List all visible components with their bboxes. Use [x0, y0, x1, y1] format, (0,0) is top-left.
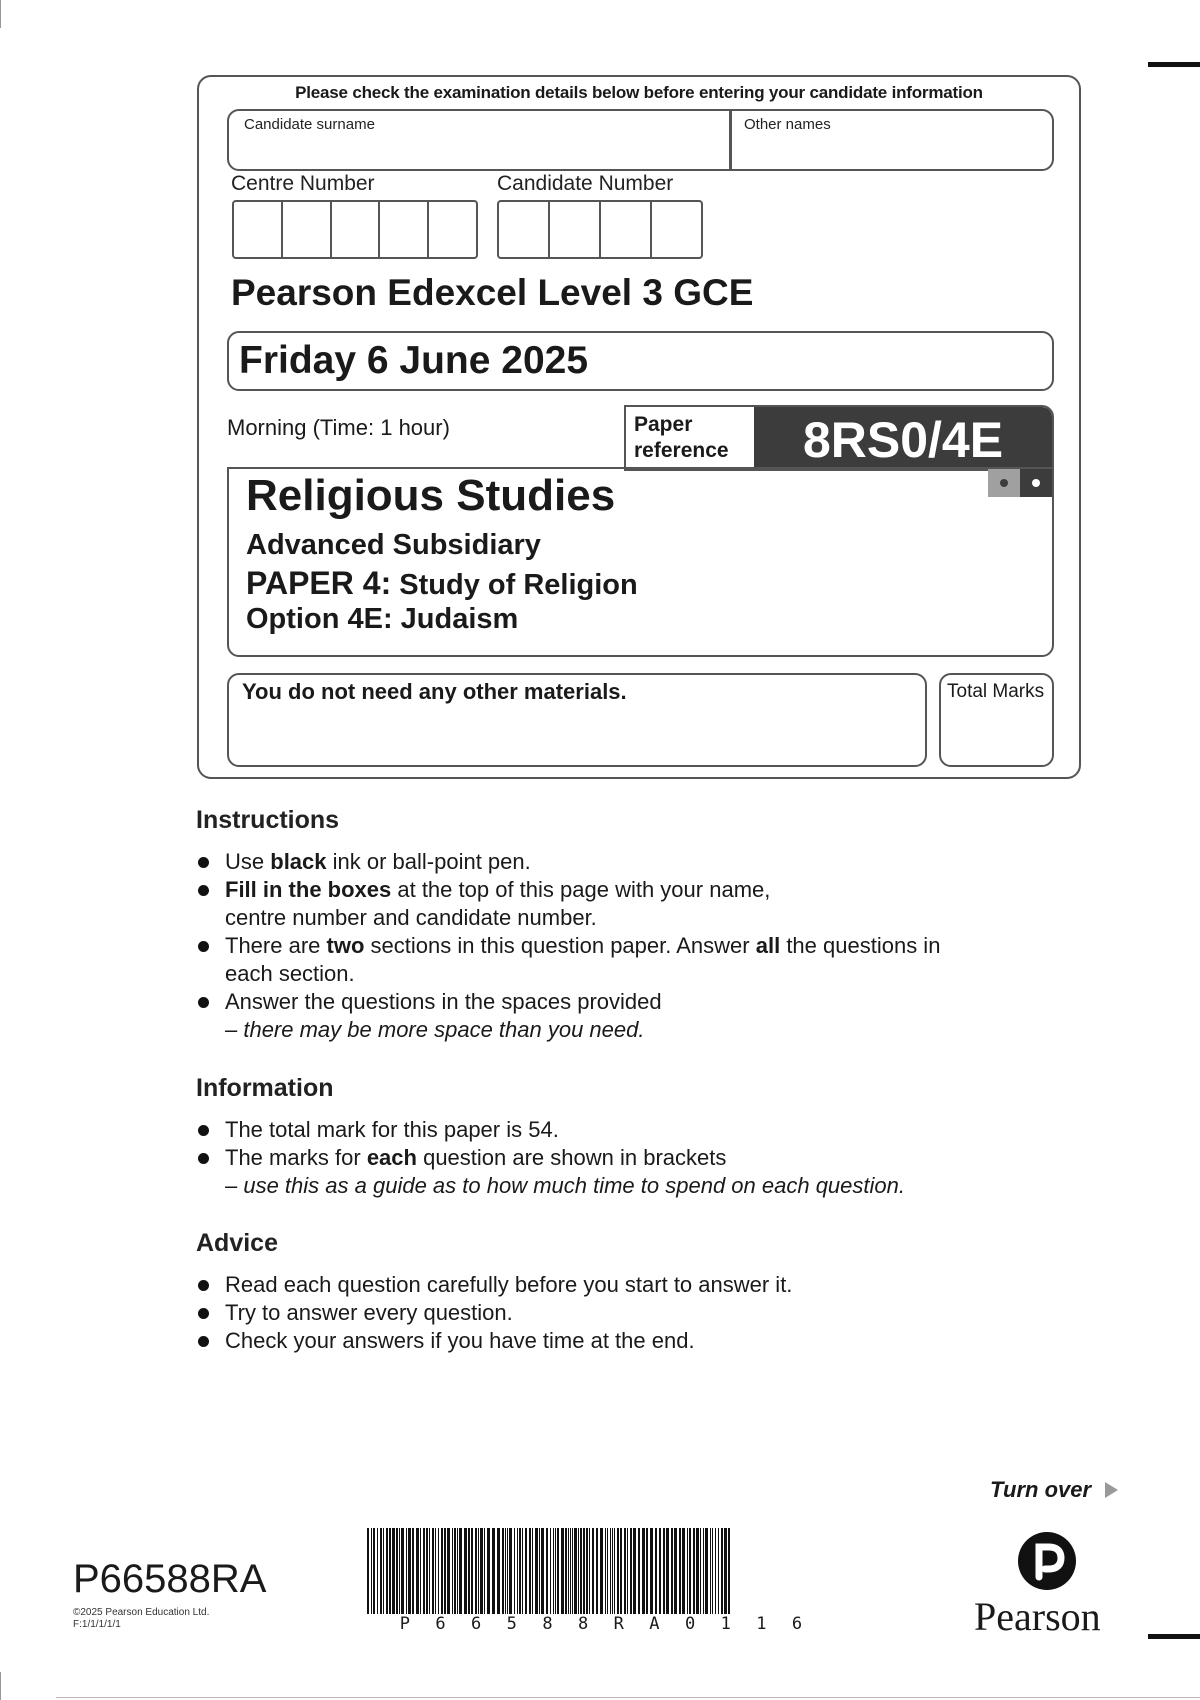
barcode-bar	[396, 1528, 398, 1614]
exam-date-box	[227, 331, 1054, 391]
copyright-line: ©2025 Pearson Education Ltd.	[73, 1607, 210, 1618]
barcode-bar	[687, 1528, 688, 1614]
text: the questions in	[780, 933, 941, 958]
barcode-bar	[416, 1528, 419, 1614]
barcode-bar	[517, 1528, 518, 1614]
paper-title	[246, 565, 638, 602]
barcode-bar	[447, 1528, 450, 1614]
paper-code: P66588RA	[73, 1557, 267, 1601]
paper-reference-box	[624, 405, 1054, 471]
text: There are	[225, 933, 327, 958]
copyright	[73, 1607, 209, 1631]
paper-reference-label-line2: reference	[634, 439, 729, 462]
barcode-bar	[674, 1528, 677, 1614]
barcode-bar	[705, 1528, 708, 1614]
text: question are shown in brackets	[416, 1145, 727, 1170]
barcode-bar	[592, 1528, 594, 1614]
text: Try to answer every question.	[225, 1300, 513, 1325]
barcode-bar	[572, 1528, 573, 1614]
text-bold: Fill in the boxes	[225, 877, 392, 902]
barcode-bar	[700, 1528, 701, 1614]
subject-box	[227, 467, 1054, 657]
digit-box[interactable]	[550, 202, 601, 257]
barcode-bar	[624, 1528, 626, 1614]
barcode-char: 6	[791, 1614, 803, 1634]
materials-note: You do not need any other materials.	[242, 679, 627, 704]
barcode-bar	[666, 1528, 669, 1614]
barcode-bar	[565, 1528, 567, 1614]
barcode-char: A	[649, 1614, 660, 1634]
list-item	[196, 1144, 905, 1200]
information-list	[196, 1116, 905, 1200]
barcode-bar	[612, 1528, 613, 1614]
barcode-bar	[412, 1528, 414, 1614]
marker-tab-dark	[1020, 469, 1052, 497]
barcode-bar	[600, 1528, 603, 1614]
list-item	[196, 988, 940, 1044]
list-item	[196, 932, 940, 988]
barcode-bar	[718, 1528, 719, 1614]
barcode-bar	[589, 1528, 590, 1614]
barcode-bar	[568, 1528, 569, 1614]
total-marks-box[interactable]	[939, 673, 1054, 767]
barcode-bar	[492, 1528, 495, 1614]
barcode-bar	[502, 1528, 504, 1614]
barcode-bar	[401, 1528, 404, 1614]
barcode-char: 8	[542, 1614, 553, 1634]
barcode-bar	[633, 1528, 636, 1614]
exam-date: Friday 6 June 2025	[239, 339, 589, 382]
barcode-text	[367, 1614, 835, 1634]
text: The total mark for this paper is 54.	[225, 1117, 559, 1142]
barcode-bar	[561, 1528, 564, 1614]
other-names-field[interactable]: Other names	[744, 116, 831, 133]
list-item	[196, 1116, 905, 1144]
text: at the top of this page with your name,	[391, 877, 771, 902]
barcode-bar	[529, 1528, 531, 1614]
barcode-bar	[620, 1528, 622, 1614]
name-divider	[729, 111, 732, 169]
barcode-bar	[638, 1528, 640, 1614]
barcode-bar	[646, 1528, 648, 1614]
barcode-bar	[484, 1528, 485, 1614]
barcode-bar	[580, 1528, 582, 1614]
barcode-bar	[497, 1528, 500, 1614]
barcode-bar	[578, 1528, 579, 1614]
barcode-bar	[689, 1528, 691, 1614]
barcode-bar	[435, 1528, 436, 1614]
barcode-bar	[642, 1528, 645, 1614]
crop-mark-top-left	[0, 0, 21, 28]
barcode-bar	[380, 1528, 382, 1614]
barcode-char: P	[399, 1614, 410, 1634]
registration-mark-top-right	[1148, 62, 1200, 67]
barcode-bar	[541, 1528, 544, 1614]
text-bold: black	[270, 849, 327, 874]
barcode-bar	[406, 1528, 407, 1614]
centre-number-boxes[interactable]	[232, 200, 478, 259]
exam-session: Morning (Time: 1 hour)	[227, 415, 450, 440]
barcode-bar	[610, 1528, 611, 1614]
marker-tabs	[988, 469, 1052, 497]
advice-list	[196, 1271, 792, 1355]
barcode-bar	[377, 1528, 378, 1614]
barcode-bar	[703, 1528, 704, 1614]
barcode-bar	[682, 1528, 685, 1614]
text-bold: two	[326, 933, 365, 958]
barcode-bar	[509, 1528, 512, 1614]
text-bold: all	[755, 933, 781, 958]
barcode-bar	[553, 1528, 554, 1614]
pearson-logo-text: Pearson	[974, 1594, 1101, 1639]
information-heading: Information	[196, 1074, 334, 1102]
barcode-bar	[392, 1528, 395, 1614]
candidate-number-label: Candidate Number	[497, 172, 674, 195]
barcode-bar	[586, 1528, 588, 1614]
barcode-bar	[373, 1528, 375, 1614]
barcode-bar	[468, 1528, 470, 1614]
marker-tab-light	[988, 469, 1020, 497]
barcode-bar	[715, 1528, 716, 1614]
barcode-bar	[420, 1528, 421, 1614]
barcode-bar	[659, 1528, 661, 1614]
barcode-bar	[519, 1528, 521, 1614]
barcode-bar	[389, 1528, 391, 1614]
barcode-bar	[607, 1528, 608, 1614]
turn-over-arrow-icon	[1105, 1482, 1118, 1498]
barcode-bar	[367, 1528, 369, 1614]
paper-reference-label	[634, 412, 729, 464]
barcode-bar	[557, 1528, 559, 1614]
barcode-bar	[480, 1528, 483, 1614]
digit-box[interactable]	[380, 202, 429, 257]
barcode-bar	[574, 1528, 577, 1614]
check-details-note: Please check the examination details below before entering your candidate information	[295, 83, 983, 102]
subject-title: Religious Studies	[246, 471, 616, 520]
bottom-rule	[56, 1697, 1200, 1698]
list-item	[196, 1327, 792, 1355]
barcode-bar	[464, 1528, 467, 1614]
barcode-bar	[555, 1528, 556, 1614]
barcode-bar	[478, 1528, 479, 1614]
barcode-bar	[605, 1528, 606, 1614]
barcode-bar	[630, 1528, 632, 1614]
barcode-bar	[614, 1528, 615, 1614]
barcode-char: 6	[471, 1614, 482, 1634]
centre-number-label: Centre Number	[231, 172, 375, 195]
text: Use	[225, 849, 271, 874]
barcode-bar	[539, 1528, 540, 1614]
barcode-bar	[423, 1528, 425, 1614]
barcode-bar	[426, 1528, 428, 1614]
barcode-bar	[650, 1528, 653, 1614]
barcode-bar	[663, 1528, 665, 1614]
barcode-bar	[728, 1528, 730, 1614]
barcode-bar	[522, 1528, 523, 1614]
barcode-bar	[532, 1528, 533, 1614]
barcode-bar	[371, 1528, 372, 1614]
barcode-bar	[712, 1528, 713, 1614]
barcode-bar	[438, 1528, 439, 1614]
list-item	[196, 848, 940, 876]
barcode-bar	[570, 1528, 571, 1614]
barcode-bar	[617, 1528, 619, 1614]
barcode-bar	[525, 1528, 527, 1614]
text-continued: each section.	[225, 961, 355, 986]
barcode-bar	[432, 1528, 434, 1614]
barcode-bar	[487, 1528, 490, 1614]
barcode-char: 0	[684, 1614, 696, 1634]
materials-box	[227, 673, 927, 767]
barcode-char: R	[613, 1614, 624, 1634]
digit-box[interactable]	[332, 202, 381, 257]
digit-box[interactable]	[283, 202, 332, 257]
name-box	[227, 109, 1054, 171]
barcode-bar	[452, 1528, 453, 1614]
total-marks-label: Total Marks	[947, 681, 1045, 702]
paper-reference-label-line1: Paper	[634, 413, 693, 436]
barcode-bar	[546, 1528, 548, 1614]
barcode-bar	[459, 1528, 462, 1614]
digit-box[interactable]	[429, 202, 476, 257]
digit-box[interactable]	[652, 202, 701, 257]
text-continued: – there may be more space than you need.	[225, 1017, 645, 1042]
list-item	[196, 1299, 792, 1327]
instructions-heading: Instructions	[196, 806, 340, 834]
list-item	[196, 876, 940, 932]
barcode-char: 1	[720, 1614, 731, 1634]
barcode-bar	[383, 1528, 384, 1614]
text: Check your answers if you have time at the end.	[225, 1328, 695, 1353]
barcode-bar	[514, 1528, 515, 1614]
barcode-bar	[457, 1528, 458, 1614]
text: ink or ball-point pen.	[326, 849, 531, 874]
barcode-bar	[535, 1528, 538, 1614]
list-item	[196, 1271, 792, 1299]
barcode-bar	[671, 1528, 673, 1614]
barcode-bar	[441, 1528, 443, 1614]
barcode-bar	[550, 1528, 551, 1614]
advice-heading: Advice	[196, 1229, 278, 1257]
barcode-bar	[399, 1528, 400, 1614]
barcode-bar	[655, 1528, 657, 1614]
barcode-bar	[596, 1528, 598, 1614]
barcode-bar	[710, 1528, 711, 1614]
text: The marks for	[225, 1145, 367, 1170]
barcode-char: 1	[756, 1614, 767, 1634]
paper-prefix: PAPER 4:	[246, 565, 392, 601]
text-bold: each	[366, 1145, 417, 1170]
copyright-code: F:1/1/1/1/1	[73, 1619, 121, 1630]
candidate-surname-field[interactable]: Candidate surname	[244, 116, 375, 133]
barcode-bar	[505, 1528, 506, 1614]
text: sections in this question paper. Answer	[364, 933, 756, 958]
barcode-bar	[444, 1528, 446, 1614]
text: Answer the questions in the spaces provided	[225, 989, 662, 1014]
subject-level: Advanced Subsidiary	[246, 529, 541, 561]
barcode-bar	[408, 1528, 411, 1614]
barcode-bar	[693, 1528, 695, 1614]
instructions-list	[196, 848, 940, 1044]
text: Read each question carefully before you start to answer it.	[225, 1272, 793, 1297]
barcode-bar	[475, 1528, 477, 1614]
paper-name: Study of Religion	[399, 569, 638, 601]
barcode-char: 5	[506, 1614, 517, 1634]
barcode-bar	[679, 1528, 681, 1614]
barcode-bar	[721, 1528, 723, 1614]
digit-box[interactable]	[499, 202, 550, 257]
barcode-bar	[507, 1528, 508, 1614]
barcode-bar	[429, 1528, 430, 1614]
candidate-number-boxes[interactable]	[497, 200, 703, 259]
barcode	[367, 1528, 835, 1614]
barcode-bar	[454, 1528, 456, 1614]
text-continued: – use this as a guide as to how much time to spend on each question.	[225, 1173, 905, 1198]
barcode-char: 8	[577, 1614, 589, 1634]
turn-over-text: Turn over	[990, 1477, 1092, 1502]
qualification-title: Pearson Edexcel Level 3 GCE	[231, 272, 754, 313]
barcode-bar	[386, 1528, 388, 1614]
barcode-char: 6	[435, 1614, 446, 1634]
paper-reference-code: 8RS0/4E	[754, 407, 1052, 469]
registration-mark-bottom-right	[1148, 1634, 1200, 1639]
barcode-bar	[627, 1528, 628, 1614]
barcode-bar	[724, 1528, 727, 1614]
paper-option: Option 4E: Judaism	[246, 603, 519, 635]
pearson-logo-icon	[1017, 1531, 1077, 1591]
barcode-bar	[583, 1528, 585, 1614]
digit-box[interactable]	[601, 202, 652, 257]
barcode-bar	[696, 1528, 699, 1614]
digit-box[interactable]	[234, 202, 283, 257]
barcode-bar	[471, 1528, 473, 1614]
candidate-details-frame	[197, 75, 1081, 779]
text-continued: centre number and candidate number.	[225, 905, 597, 930]
crop-mark-bottom-left	[0, 1672, 29, 1700]
